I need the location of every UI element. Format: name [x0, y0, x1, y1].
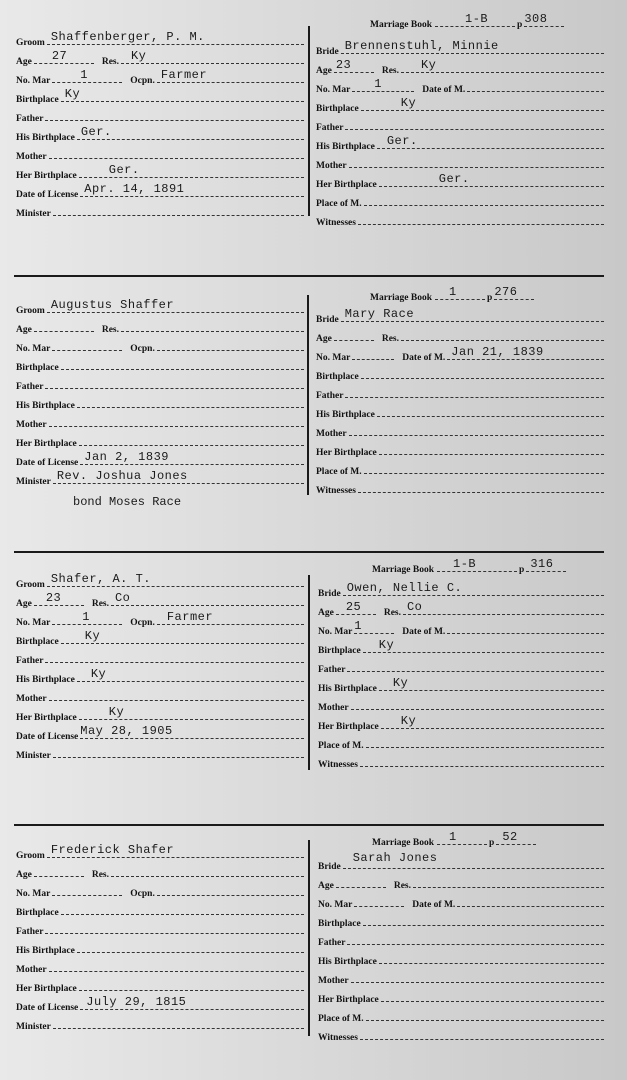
marriage-card-shaffenberger: [0, 0, 627, 262]
bride-name: Brennenstuhl, Minnie: [344, 39, 499, 53]
bride-place-of-m-field: Place of M.: [318, 736, 604, 750]
groom-his-birthplace: Ky: [90, 667, 107, 681]
groom-ocpn: Farmer: [166, 610, 214, 624]
groom-age-res-field: Age Res.: [16, 320, 304, 334]
groom-mother-field: Mother: [16, 147, 304, 161]
bride-name: Sarah Jones: [352, 851, 438, 865]
bride-place-of-m-field: Place of M.: [318, 1009, 604, 1023]
groom-his-birthplace-field: His Birthplace Ky: [16, 670, 304, 684]
groom-name: Augustus Shaffer: [50, 298, 175, 312]
groom-minister-field: Minister Rev. Joshua Jones: [16, 472, 304, 486]
marriage-book-page: 52: [502, 830, 518, 844]
bride-age: 23: [335, 58, 352, 72]
bride-no-mar: 1: [374, 77, 382, 91]
groom-his-birthplace: Ger.: [80, 125, 112, 139]
groom-name-field: Groom Frederick Shafer: [16, 846, 304, 860]
bride-nomar-datem-field: No. Mar 1 Date of M.: [318, 622, 604, 636]
groom-name-field: Groom Shafer, A. T.: [16, 575, 304, 589]
groom-res: Co: [114, 591, 131, 605]
groom-birthplace: Ky: [64, 87, 81, 101]
bride-father-field: Father: [318, 660, 604, 674]
marriage-book-ref: Marriage Book 1 p 52: [372, 838, 536, 848]
groom-father-field: Father: [16, 651, 304, 665]
groom-birthplace-field: Birthplace Ky: [16, 632, 304, 646]
groom-minister-field: Minister: [16, 746, 304, 760]
groom-date-of-license: Apr. 14, 1891: [84, 182, 185, 196]
groom-mother-field: Mother: [16, 689, 304, 703]
bride-birthplace-field: Birthplace Ky: [318, 641, 604, 655]
groom-mother-field: Mother: [16, 960, 304, 974]
groom-date-of-license-field: Date of License May 28, 1905: [16, 727, 304, 741]
groom-her-birthplace-field: Her Birthplace Ger.: [16, 166, 304, 180]
groom-father-field: Father: [16, 109, 304, 123]
bride-her-birthplace-field: Her Birthplace Ky: [318, 717, 604, 731]
marriage-book-number: 1-B: [465, 12, 489, 26]
bride-her-birthplace-field: Her Birthplace Ger.: [316, 175, 604, 189]
bride-his-birthplace-field: His Birthplace Ger.: [316, 137, 604, 151]
bride-nomar-datem-field: No. Mar 1 Date of M.: [316, 80, 604, 94]
groom-her-birthplace: Ger.: [108, 163, 140, 177]
card-separator: [14, 551, 604, 553]
groom-age-res-field: Age 27 Res. Ky: [16, 52, 304, 66]
groom-mother-field: Mother: [16, 415, 304, 429]
groom-date-of-license: Jan 2, 1839: [84, 450, 169, 464]
marriage-card-augustus-shaffer: [0, 285, 627, 545]
groom-name: Shafer, A. T.: [50, 572, 151, 586]
groom-birthplace: Ky: [84, 629, 101, 643]
bride-mother-field: Mother: [318, 971, 604, 985]
groom-father-field: Father: [16, 377, 304, 391]
groom-minister-field: Minister: [16, 204, 304, 218]
groom-name: Shaffenberger, P. M.: [50, 30, 205, 44]
bride-mother-field: Mother: [316, 156, 604, 170]
bride-res: Co: [406, 600, 423, 614]
groom-age-res-field: Age Res.: [16, 865, 304, 879]
groom-nomar-ocpn-field: No. Mar 1 Ocpn. Farmer: [16, 613, 304, 627]
groom-her-birthplace-field: Her Birthplace: [16, 434, 304, 448]
groom-birthplace-field: Birthplace: [16, 358, 304, 372]
bride-nomar-datem-field: No. Mar Date of M.: [318, 895, 604, 909]
card-vertical-divider: [308, 840, 310, 1036]
bride-mother-field: Mother: [316, 424, 604, 438]
bride-birthplace-field: Birthplace Ky: [316, 99, 604, 113]
card-vertical-divider: [308, 26, 310, 216]
groom-nomar-ocpn-field: No. Mar Ocpn.: [16, 339, 304, 353]
bride-birthplace-field: Birthplace: [318, 914, 604, 928]
bride-res: Ky: [420, 58, 437, 72]
marriage-book-number: 1-B: [453, 557, 477, 571]
bride-age-res-field: Age 25 Res. Co: [318, 603, 604, 617]
groom-minister-field: Minister: [16, 1017, 304, 1031]
bride-witnesses-field: Witnesses: [318, 1028, 604, 1042]
bride-his-birthplace: Ger.: [386, 134, 418, 148]
bride-his-birthplace-field: His Birthplace Ky: [318, 679, 604, 693]
groom-no-mar: 1: [80, 68, 88, 82]
bride-father-field: Father: [316, 118, 604, 132]
groom-minister: Rev. Joshua Jones: [56, 469, 188, 483]
groom-nomar-ocpn-field: No. Mar 1 Ocpn. Farmer: [16, 71, 304, 85]
bride-witnesses-field: Witnesses: [316, 481, 604, 495]
groom-date-of-license: May 28, 1905: [80, 724, 173, 738]
marriage-book-page: 316: [530, 557, 554, 571]
groom-name-field: Groom Shaffenberger, P. M.: [16, 33, 304, 47]
marriage-card-frederick-shafer: [0, 830, 627, 1080]
card-vertical-divider: [307, 295, 309, 495]
bride-her-birthplace: Ky: [400, 714, 417, 728]
groom-name: Frederick Shafer: [50, 843, 175, 857]
groom-date-of-license: July 29, 1815: [86, 995, 187, 1009]
bride-name: Owen, Nellie C.: [346, 581, 463, 595]
card-vertical-divider: [308, 575, 310, 770]
bride-age-res-field: Age Res.: [318, 876, 604, 890]
marriage-book-number: 1: [449, 830, 457, 844]
bride-age: 25: [345, 600, 362, 614]
groom-age: 23: [45, 591, 62, 605]
bride-name-field: Bride Brennenstuhl, Minnie: [316, 42, 604, 56]
groom-father-field: Father: [16, 922, 304, 936]
bond-note: bond Moses Race: [73, 495, 182, 509]
marriage-book-page: 308: [524, 12, 548, 26]
bride-birthplace: Ky: [400, 96, 417, 110]
bride-date-of-m: Jan 21, 1839: [451, 345, 544, 359]
bride-birthplace-field: Birthplace: [316, 367, 604, 381]
bride-no-mar: 1: [354, 619, 362, 633]
bride-place-of-m-field: Place of M.: [316, 194, 604, 208]
marriage-book-ref: Marriage Book 1 p 276: [370, 293, 534, 303]
bride-her-birthplace-field: Her Birthplace: [318, 990, 604, 1004]
bride-name-field: Bride Sarah Jones: [318, 857, 604, 871]
groom-no-mar: 1: [82, 610, 90, 624]
card-separator: [14, 275, 604, 277]
bride-his-birthplace: Ky: [392, 676, 409, 690]
groom-age: 27: [51, 49, 68, 63]
groom-birthplace-field: Birthplace Ky: [16, 90, 304, 104]
bride-father-field: Father: [318, 933, 604, 947]
bride-birthplace: Ky: [378, 638, 395, 652]
groom-age-res-field: Age 23 Res. Co: [16, 594, 304, 608]
groom-date-of-license-field: Date of License July 29, 1815: [16, 998, 304, 1012]
bride-father-field: Father: [316, 386, 604, 400]
groom-nomar-ocpn-field: No. Mar Ocpn.: [16, 884, 304, 898]
bride-her-birthplace-field: Her Birthplace: [316, 443, 604, 457]
groom-his-birthplace-field: His Birthplace: [16, 941, 304, 955]
groom-his-birthplace-field: His Birthplace: [16, 396, 304, 410]
groom-his-birthplace-field: His Birthplace Ger.: [16, 128, 304, 142]
groom-her-birthplace: Ky: [108, 705, 125, 719]
bride-age-res-field: Age 23 Res. Ky: [316, 61, 604, 75]
bride-age-res-field: Age Res.: [316, 329, 604, 343]
bride-mother-field: Mother: [318, 698, 604, 712]
bride-place-of-m-field: Place of M.: [316, 462, 604, 476]
groom-ocpn: Farmer: [160, 68, 208, 82]
groom-res: Ky: [130, 49, 147, 63]
groom-date-of-license-field: Date of License Jan 2, 1839: [16, 453, 304, 467]
groom-date-of-license-field: Date of License Apr. 14, 1891: [16, 185, 304, 199]
marriage-card-shafer-at: [0, 555, 627, 815]
bride-witnesses-field: Witnesses: [316, 213, 604, 227]
groom-name-field: Groom Augustus Shaffer: [16, 301, 304, 315]
marriage-book-ref: Marriage Book 1-B p 308: [370, 20, 564, 30]
bride-name: Mary Race: [344, 307, 415, 321]
marriage-book-page: 276: [494, 285, 518, 299]
groom-her-birthplace-field: Her Birthplace: [16, 979, 304, 993]
card-separator: [14, 824, 604, 826]
groom-birthplace-field: Birthplace: [16, 903, 304, 917]
bride-name-field: Bride Owen, Nellie C.: [318, 584, 604, 598]
bride-nomar-datem-field: No. Mar Date of M. Jan 21, 1839: [316, 348, 604, 362]
bride-his-birthplace-field: His Birthplace: [316, 405, 604, 419]
bride-name-field: Bride Mary Race: [316, 310, 604, 324]
bride-witnesses-field: Witnesses: [318, 755, 604, 769]
groom-her-birthplace-field: Her Birthplace Ky: [16, 708, 304, 722]
marriage-book-number: 1: [449, 285, 457, 299]
bride-her-birthplace: Ger.: [438, 172, 470, 186]
bride-his-birthplace-field: His Birthplace: [318, 952, 604, 966]
marriage-book-ref: Marriage Book 1-B p 316: [372, 565, 566, 575]
